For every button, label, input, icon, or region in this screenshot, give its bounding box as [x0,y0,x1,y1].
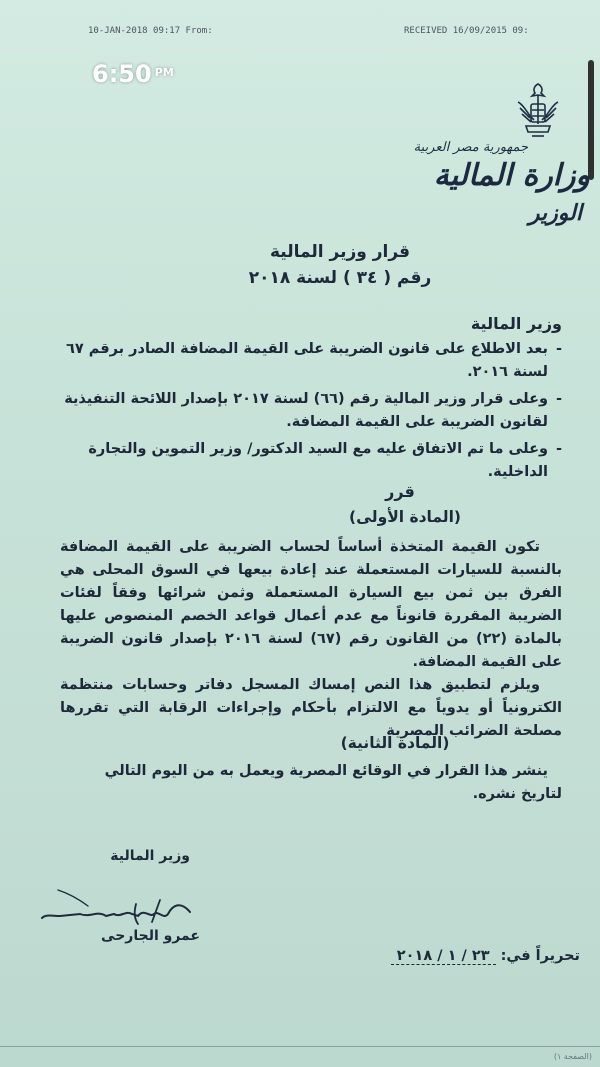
fax-header-received: RECEIVED 16/09/2015 09: [404,26,529,36]
signature-block [40,848,200,958]
status-time-ampm: PM [154,66,174,79]
article-1-paragraph-2: ويلزم لتطبيق هذا النص إمساك المسجل دفاتر وحسابات منتظمة الكترونياً أو يدوياً مع الالتزام بأحكام وإجراءات الرقابة التي تقررها مصلحة الضرائب المصرية [60,677,562,739]
decree-title: قرار وزير المالية [269,242,411,262]
article-1-paragraph-1: تكون القيمة المتخذة أساساً لحساب الضريبة على القيمة المضافة بالنسبة للسيارات المستعملة عند إعادة بيعها في السوق المحلى هي الفرق بين ثمن بيع السيارة المستعملة وثمن شرائها وفقاً لفئات الضريبة المقررة قانوناً مع عدم أعمال قواعد الخصم المنصوص عليها بالمادة (٢٢) من القانون رقم (٦٧) لسنة ٢٠١٦ بإصدار قانون الضريبة على القيمة المضافة. [60,539,562,670]
fax-header-sent: 10-JAN-2018 09:17 From: [88,26,213,36]
article-2-paragraph: ينشر هذا القرار في الوقائع المصرية ويعمل به من اليوم التالي لتاريخ نشره. [104,763,562,802]
status-time [92,60,174,88]
decided-label: قرر [385,482,415,501]
article-1-heading [0,508,600,526]
fax-header [0,26,600,40]
preamble-item: - وعلى قرار وزير المالية رقم (٦٦) لسنة ٢٠١٧ بإصدار اللائحة التنفيذية لقانون الضريبة على القيمة المضافة. [60,388,562,434]
article-2-heading [0,734,600,752]
preamble-item: - وعلى ما تم الاتفاق عليه مع السيد الدكتور/ وزير التموين والتجارة الداخلية. [60,438,562,484]
article-1-body [60,536,562,743]
date-value: ٢٣ / ١ / ٢٠١٨ [391,948,496,965]
footer-divider [0,1046,600,1047]
footer-text: (الصفحة ١) [553,1052,592,1061]
decided-heading [0,482,600,501]
preamble-item: - بعد الاطلاع على قانون الضريبة على القيمة المضافة الصادر برقم ٦٧ لسنة ٢٠١٦. [60,338,562,384]
letterhead-republic: جمهورية مصر العربية [413,140,528,155]
date-line [380,948,580,964]
decree-title-block [0,242,600,288]
date-label: تحريراً في: [500,948,580,964]
article-2-body [60,760,562,806]
decree-number: رقم ( ٣٤ ) لسنة ٢٠١٨ [248,268,432,288]
article-2-label: (المادة الثانية) [340,734,450,752]
article-1-label: (المادة الأولى) [348,508,461,526]
eagle-emblem-icon [512,80,564,142]
status-time-value: 6:50 [92,60,152,88]
preamble-list [60,338,562,488]
letterhead-minister: الوزير [528,200,582,226]
letterhead-ministry: وزارة المالية [433,158,590,193]
preamble-heading: وزير المالية [470,314,562,333]
signature-title: وزير المالية [110,848,190,864]
signatory-name: عمرو الجارحى [101,928,200,944]
